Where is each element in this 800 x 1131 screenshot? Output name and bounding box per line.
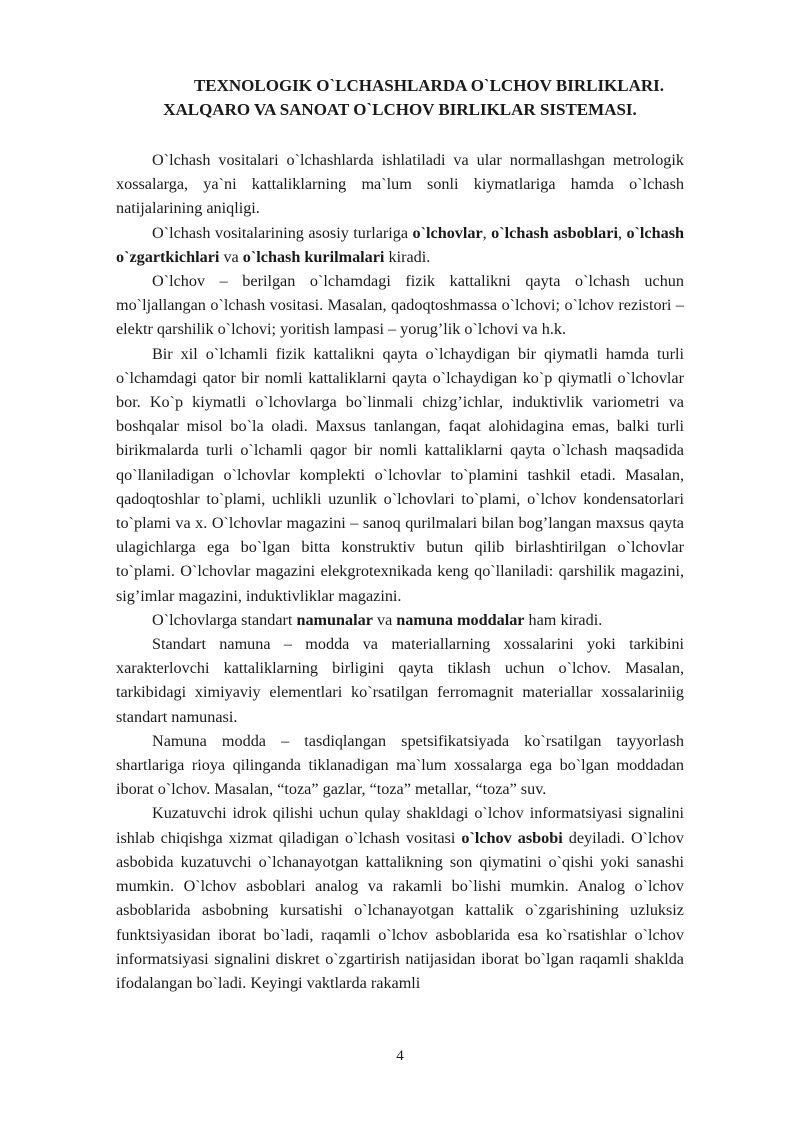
paragraph bbox=[116, 148, 684, 221]
bold-term: o`lchov asbobi bbox=[461, 828, 563, 847]
text-run: va bbox=[372, 610, 397, 629]
page-number: 4 bbox=[396, 1048, 404, 1064]
text-run: O`lchovlarga standart bbox=[152, 610, 297, 629]
paragraph bbox=[116, 269, 684, 342]
text-run: O`lchash vositalarining asosiy turlariga bbox=[152, 223, 413, 242]
paragraph bbox=[116, 801, 684, 995]
paragraph bbox=[116, 342, 684, 608]
text-run: Standart namuna – modda va materiallarning xossalarini yoki tarkibini xarakterlovchi kattaliklarning birligini qayta tiklash uchun o`lchov. Masalan, tarkibidagi ximiyaviy elementlari ko`rsatilgan ferromagnit materiallar xossalariniig standart namunasi. bbox=[116, 635, 684, 726]
text-run: Namuna modda – tasdiqlangan spetsifikatsiyada ko`rsatilgan tayyorlash shartlariga rioya qilinganda tiklanadigan ma`lum xossalarga ega bo`lgan moddadan iborat o`lchov. Masalan, “toza” gazlar, “toza” metallar, “toza” suv. bbox=[116, 731, 684, 799]
text-run: , bbox=[617, 223, 627, 242]
title-line-2: XALQARO VA SANOAT O`LCHOV BIRLIKLAR SISTEMASI. bbox=[163, 100, 637, 119]
bold-term: o`lchovlar bbox=[412, 223, 483, 242]
body-text bbox=[116, 148, 684, 995]
paragraph bbox=[116, 729, 684, 802]
paragraph bbox=[116, 221, 684, 269]
text-run: va bbox=[219, 247, 243, 266]
bold-term: o`lchash kurilmalari bbox=[242, 247, 385, 266]
bold-term: o`lchash o`zgartkichlari bbox=[116, 223, 685, 266]
text-run: deyiladi. O`lchov asbobida kuzatuvchi o`lchanayotgan kattalikning son qiymatini o`qishi yoki sanashi mumkin. O`lchov asboblari analog va rakamli bo`lishi mumkin. Analog o`lchov asboblarida asbobning kursatishi o`lchanayotgan kattalik o`zgarishining uzluksiz funktsiyasidan iborat bo`ladi, raqamli o`lchov asboblarida esa ko`rsatishlar o`lchov informatsiyasi signalini diskret o`zgartirish natijasidan iborat bo`lgan raqamli shaklda ifodalangan bo`ladi. Keyingi vaktlarda rakamli bbox=[116, 828, 684, 992]
paragraph bbox=[116, 608, 684, 632]
page-title bbox=[108, 74, 692, 122]
text-run: , bbox=[482, 223, 492, 242]
text-run: kiradi. bbox=[384, 247, 431, 266]
text-run: Kuzatuvchi idrok qilishi uchun qulay shakldagi o`lchov informatsiyasi signalini ishlab chiqishga xizmat qiladigan o`lchash vositasi bbox=[116, 804, 684, 847]
title-line-1: TEXNOLOGIK O`LCHASHLARDA O`LCHOV BIRLIKLARI. bbox=[193, 76, 665, 95]
paragraph bbox=[116, 632, 684, 729]
text-run: O`lchov – berilgan o`lchamdagi fizik kattalikni qayta o`lchash uchun mo`ljallangan o`lchash vositasi. Masalan, qadoqtoshmassa o`lchovi; o`lchov rezistori – elektr qarshilik o`lchovi; yoritish lampasi – yorug’lik o`lchovi va h.k. bbox=[116, 272, 684, 339]
text-run: O`lchash vositalari o`lchashlarda ishlatiladi va ular normallashgan metrologik xossalarga, ya`ni kattaliklarning ma`lum sonli kiymatlariga hamda o`lchash natijalarining aniqligi. bbox=[116, 151, 684, 218]
bold-term: namunalar bbox=[296, 610, 373, 629]
bold-term: namuna moddalar bbox=[396, 610, 525, 629]
text-run: Bir xil o`lchamli fizik kattalikni qayta o`lchaydigan bir qiymatli hamda turli o`lchamdagi qator bir nomli kattaliklarni qayta o`lchaydigan ko`p qiymatli o`lchovlar bor. Ko`p kiymatli o`lchovlarga bo`linmali chizg’ichlar, induktivlik variometri va boshqalar misol bo`la oladi. Maxsus tanlangan, faqat alohidagina emas, balki turli birikmalarda turli o`lchamli qagor bir nomli kattaliklarni qayta o`lchash maqsadida qo`llaniladigan o`lchovlar komplekti o`lchovlar to`plamini tashkil etadi. Masalan, qadoqtoshlar to`plami, uchlikli uzunlik o`lchovlari to`plami, o`lchov kondensatorlari to`plami va x. O`lchovlar magazini – sanoq qurilmalari bilan bog’langan maxsus qayta ulagichlarga ega bo`lgan bitta konstruktiv butun qilib birlashtirilgan o`lchovlar to`plami. O`lchovlar magazini elekgrotexnikada keng qo`llaniladi: qarshilik magazini, sig’imlar magazini, induktivliklar magazini. bbox=[116, 344, 684, 605]
bold-term: o`lchash asboblari bbox=[491, 223, 618, 242]
text-run: ham kiradi. bbox=[524, 610, 603, 629]
